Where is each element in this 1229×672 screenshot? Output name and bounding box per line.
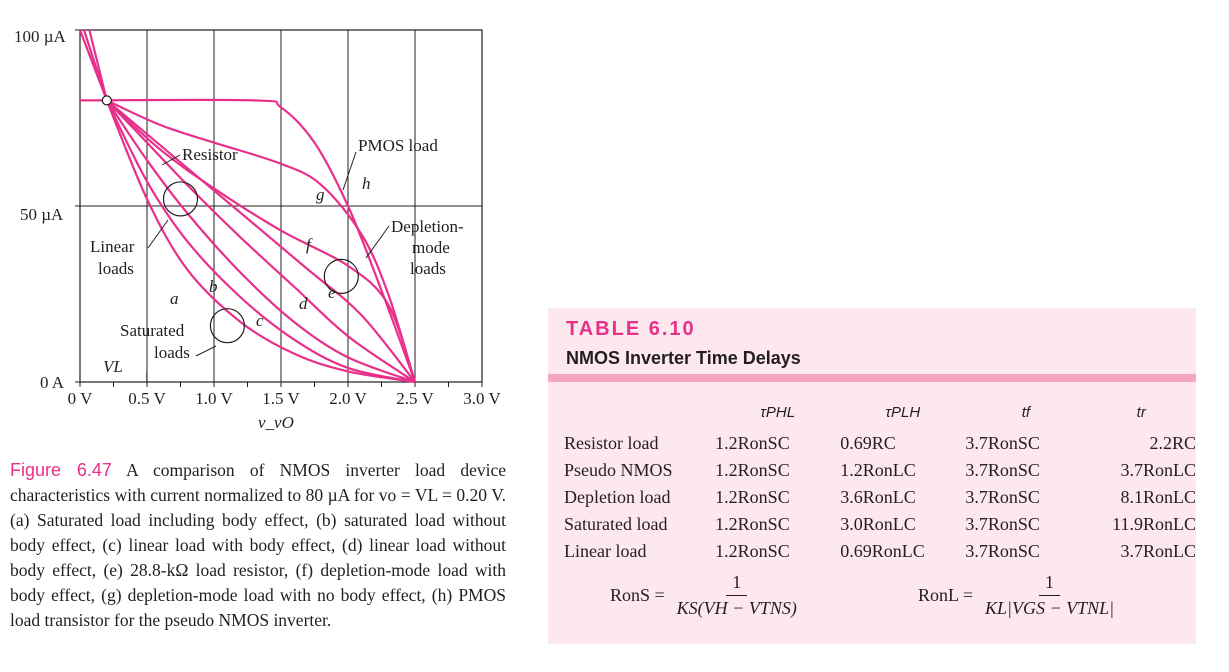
tr-cell: 8.1RonLC (1120, 487, 1196, 507)
y-tick-label: 100 µA (14, 27, 66, 46)
x-tick-label: 2.5 V (396, 389, 434, 408)
saturated-leader (196, 346, 216, 356)
y-tick-label: 50 µA (20, 205, 64, 224)
linear-annotation-2: loads (98, 259, 134, 278)
circle-saturated-loads (210, 309, 244, 343)
depletion-leader (366, 226, 389, 258)
load-name: Depletion load (564, 487, 671, 507)
x-tick-labels (68, 389, 502, 408)
figure-label: Figure 6.47 (10, 460, 112, 480)
ronl-lhs: RonL = (918, 585, 973, 605)
tf-cell: 3.7RonSC (965, 460, 1040, 480)
curve-label-d: d (299, 294, 308, 313)
ronl-denominator: KL|VGS − VTNL| (984, 598, 1115, 618)
saturated-annotation-1: Saturated (120, 321, 185, 340)
curve-label-b: b (209, 277, 218, 296)
resistor-annotation: Resistor (182, 145, 238, 164)
rons-lhs: RonS = (610, 585, 665, 605)
header-tr: tr (1136, 403, 1146, 421)
curve-label-f: f (306, 235, 311, 254)
curve-label-a: a (170, 289, 179, 308)
pmos-leader (343, 152, 356, 190)
header-blank (564, 394, 715, 430)
figure-caption (10, 458, 506, 633)
table-row (564, 538, 1196, 565)
depletion-annotation-3: loads (410, 259, 446, 278)
x-axis-label: v_vO (258, 413, 294, 432)
rons-denominator: KS(VH − VTNS) (676, 598, 797, 618)
x-tick-label: 3.0 V (463, 389, 501, 408)
tphl-cell: 1.2RonSC (715, 433, 790, 453)
tr-cell: 3.7RonLC (1120, 460, 1196, 480)
table-panel (548, 308, 1196, 644)
load-name: Pseudo NMOS (564, 460, 673, 480)
ronl-formula (914, 572, 1114, 619)
x-tick-label: 2.0 V (329, 389, 367, 408)
rons-fraction (677, 572, 797, 619)
curve-steep-3 (89, 30, 106, 100)
tplh-cell: 3.6RonLC (840, 487, 916, 507)
curve-label-h: h (362, 174, 371, 193)
time-delay-table (564, 394, 1196, 565)
ronl-fraction (985, 572, 1114, 619)
tphl-cell: 1.2RonSC (715, 460, 790, 480)
tphl-cell: 1.2RonSC (715, 487, 790, 507)
table-rule (548, 374, 1196, 382)
tf-cell: 3.7RonSC (965, 487, 1040, 507)
tf-cell: 3.7RonSC (965, 433, 1040, 453)
pmos-load-annotation: PMOS load (358, 136, 438, 155)
x-tick-label: 0 V (67, 389, 93, 408)
marker-VL-point (102, 96, 111, 105)
tplh-cell: 0.69RonLC (840, 541, 925, 561)
rons-formula (606, 572, 797, 619)
tplh-cell: 3.0RonLC (840, 514, 916, 534)
depletion-annotation-1: Depletion- (391, 217, 464, 236)
table-row (564, 430, 1196, 457)
tr-cell: 11.9RonLC (1112, 514, 1196, 534)
saturated-annotation-2: loads (154, 343, 190, 362)
load-name: Linear load (564, 541, 647, 561)
header-tf: tf (1021, 403, 1031, 421)
vl-annotation: VL (103, 357, 123, 376)
tplh-cell: 1.2RonLC (840, 460, 916, 480)
tplh-cell: 0.69RC (840, 433, 896, 453)
table-row (564, 484, 1196, 511)
caption-text: A comparison of NMOS inverter load device characteristics with current normalized to 80 µA for vo = VL = 0.20 V. (a) Saturated load including body effect, (b) saturated load without body effect, (c) linear load with body effect, (d) linear load without body effect, (e) 28.8-kΩ load resistor, (f) depletion-mode load with body effect, (g) depletion-mode load with no body effect, (h) PMOS load transistor for the pseudo NMOS inverter. (10, 460, 506, 630)
curve-label-c: c (256, 311, 264, 330)
ronl-numerator: 1 (1039, 572, 1060, 596)
curve-label-g: g (316, 185, 325, 204)
load-name: Saturated load (564, 514, 668, 534)
tphl-cell: 1.2RonSC (715, 541, 790, 561)
tr-cell: 3.7RonLC (1120, 541, 1196, 561)
tr-cell: 2.2RC (1149, 433, 1196, 453)
header-tphl: τPHL (760, 403, 796, 421)
table-title: NMOS Inverter Time Delays (566, 348, 801, 368)
table-label: TABLE 6.10 (566, 318, 696, 340)
linear-annotation-1: Linear (90, 237, 135, 256)
tphl-cell: 1.2RonSC (715, 514, 790, 534)
rons-numerator: 1 (726, 572, 747, 596)
y-tick-label: 0 A (40, 373, 65, 392)
circle-linear-loads (164, 182, 198, 216)
table-row (564, 511, 1196, 538)
x-tick-label: 1.5 V (262, 389, 300, 408)
depletion-annotation-2: mode (412, 238, 450, 257)
x-tick-label: 1.0 V (195, 389, 233, 408)
load-name: Resistor load (564, 433, 659, 453)
tf-cell: 3.7RonSC (965, 541, 1040, 561)
load-characteristics-plot (0, 0, 520, 450)
tf-cell: 3.7RonSC (965, 514, 1040, 534)
table-row (564, 457, 1196, 484)
header-tplh: τPLH (885, 403, 921, 421)
x-tick-label: 0.5 V (128, 389, 166, 408)
curve-label-e: e (328, 283, 336, 302)
